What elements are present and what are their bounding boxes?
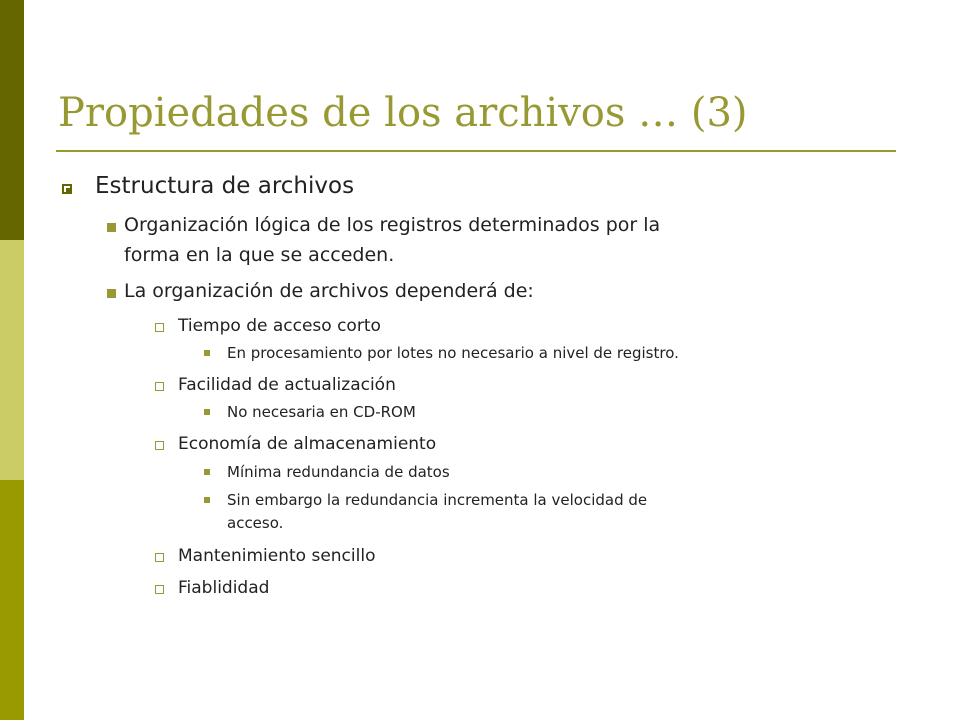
bullet-text: Tiempo de acceso corto (178, 316, 381, 336)
square-outline-bullet-icon (155, 585, 164, 594)
slide-title: Propiedades de los archivos … (3) (58, 90, 748, 136)
small-square-bullet-icon (204, 469, 210, 475)
sidebar-segment-mid (0, 480, 24, 720)
bullet-text: Mantenimiento sencillo (178, 546, 376, 566)
bullet-text: Facilidad de actualización (178, 375, 396, 395)
bullet-text: No necesaria en CD-ROM (227, 403, 416, 421)
small-square-bullet-icon (204, 497, 210, 503)
title-divider (56, 150, 896, 152)
bullet-text-continuation: acceso. (227, 514, 284, 532)
square-outline-bullet-icon (62, 184, 72, 194)
bullet-text: Fiablididad (178, 578, 270, 598)
bullet-text: En procesamiento por lotes no necesario a nivel de registro. (227, 344, 679, 362)
square-outline-bullet-icon (155, 382, 164, 391)
bullet-text: Economía de almacenamiento (178, 434, 437, 454)
bullet-text: La organización de archivos dependerá de: (124, 280, 534, 302)
small-square-bullet-icon (204, 350, 210, 356)
bullet-text-continuation: forma en la que se acceden. (124, 244, 395, 266)
square-bullet-icon (107, 289, 116, 298)
bullet-text: Estructura de archivos (95, 173, 355, 199)
bullet-text: Mínima redundancia de datos (227, 463, 450, 481)
square-outline-bullet-icon (155, 441, 164, 450)
small-square-bullet-icon (204, 409, 210, 415)
square-outline-bullet-icon (155, 323, 164, 332)
bullet-text: Organización lógica de los registros determinados por la (124, 214, 661, 236)
sidebar-segment-light (0, 240, 24, 480)
square-bullet-icon (107, 223, 116, 232)
square-outline-bullet-icon (155, 553, 164, 562)
sidebar-stripe (0, 0, 24, 720)
sidebar-segment-dark (0, 0, 24, 240)
bullet-text: Sin embargo la redundancia incrementa la velocidad de (227, 491, 648, 509)
